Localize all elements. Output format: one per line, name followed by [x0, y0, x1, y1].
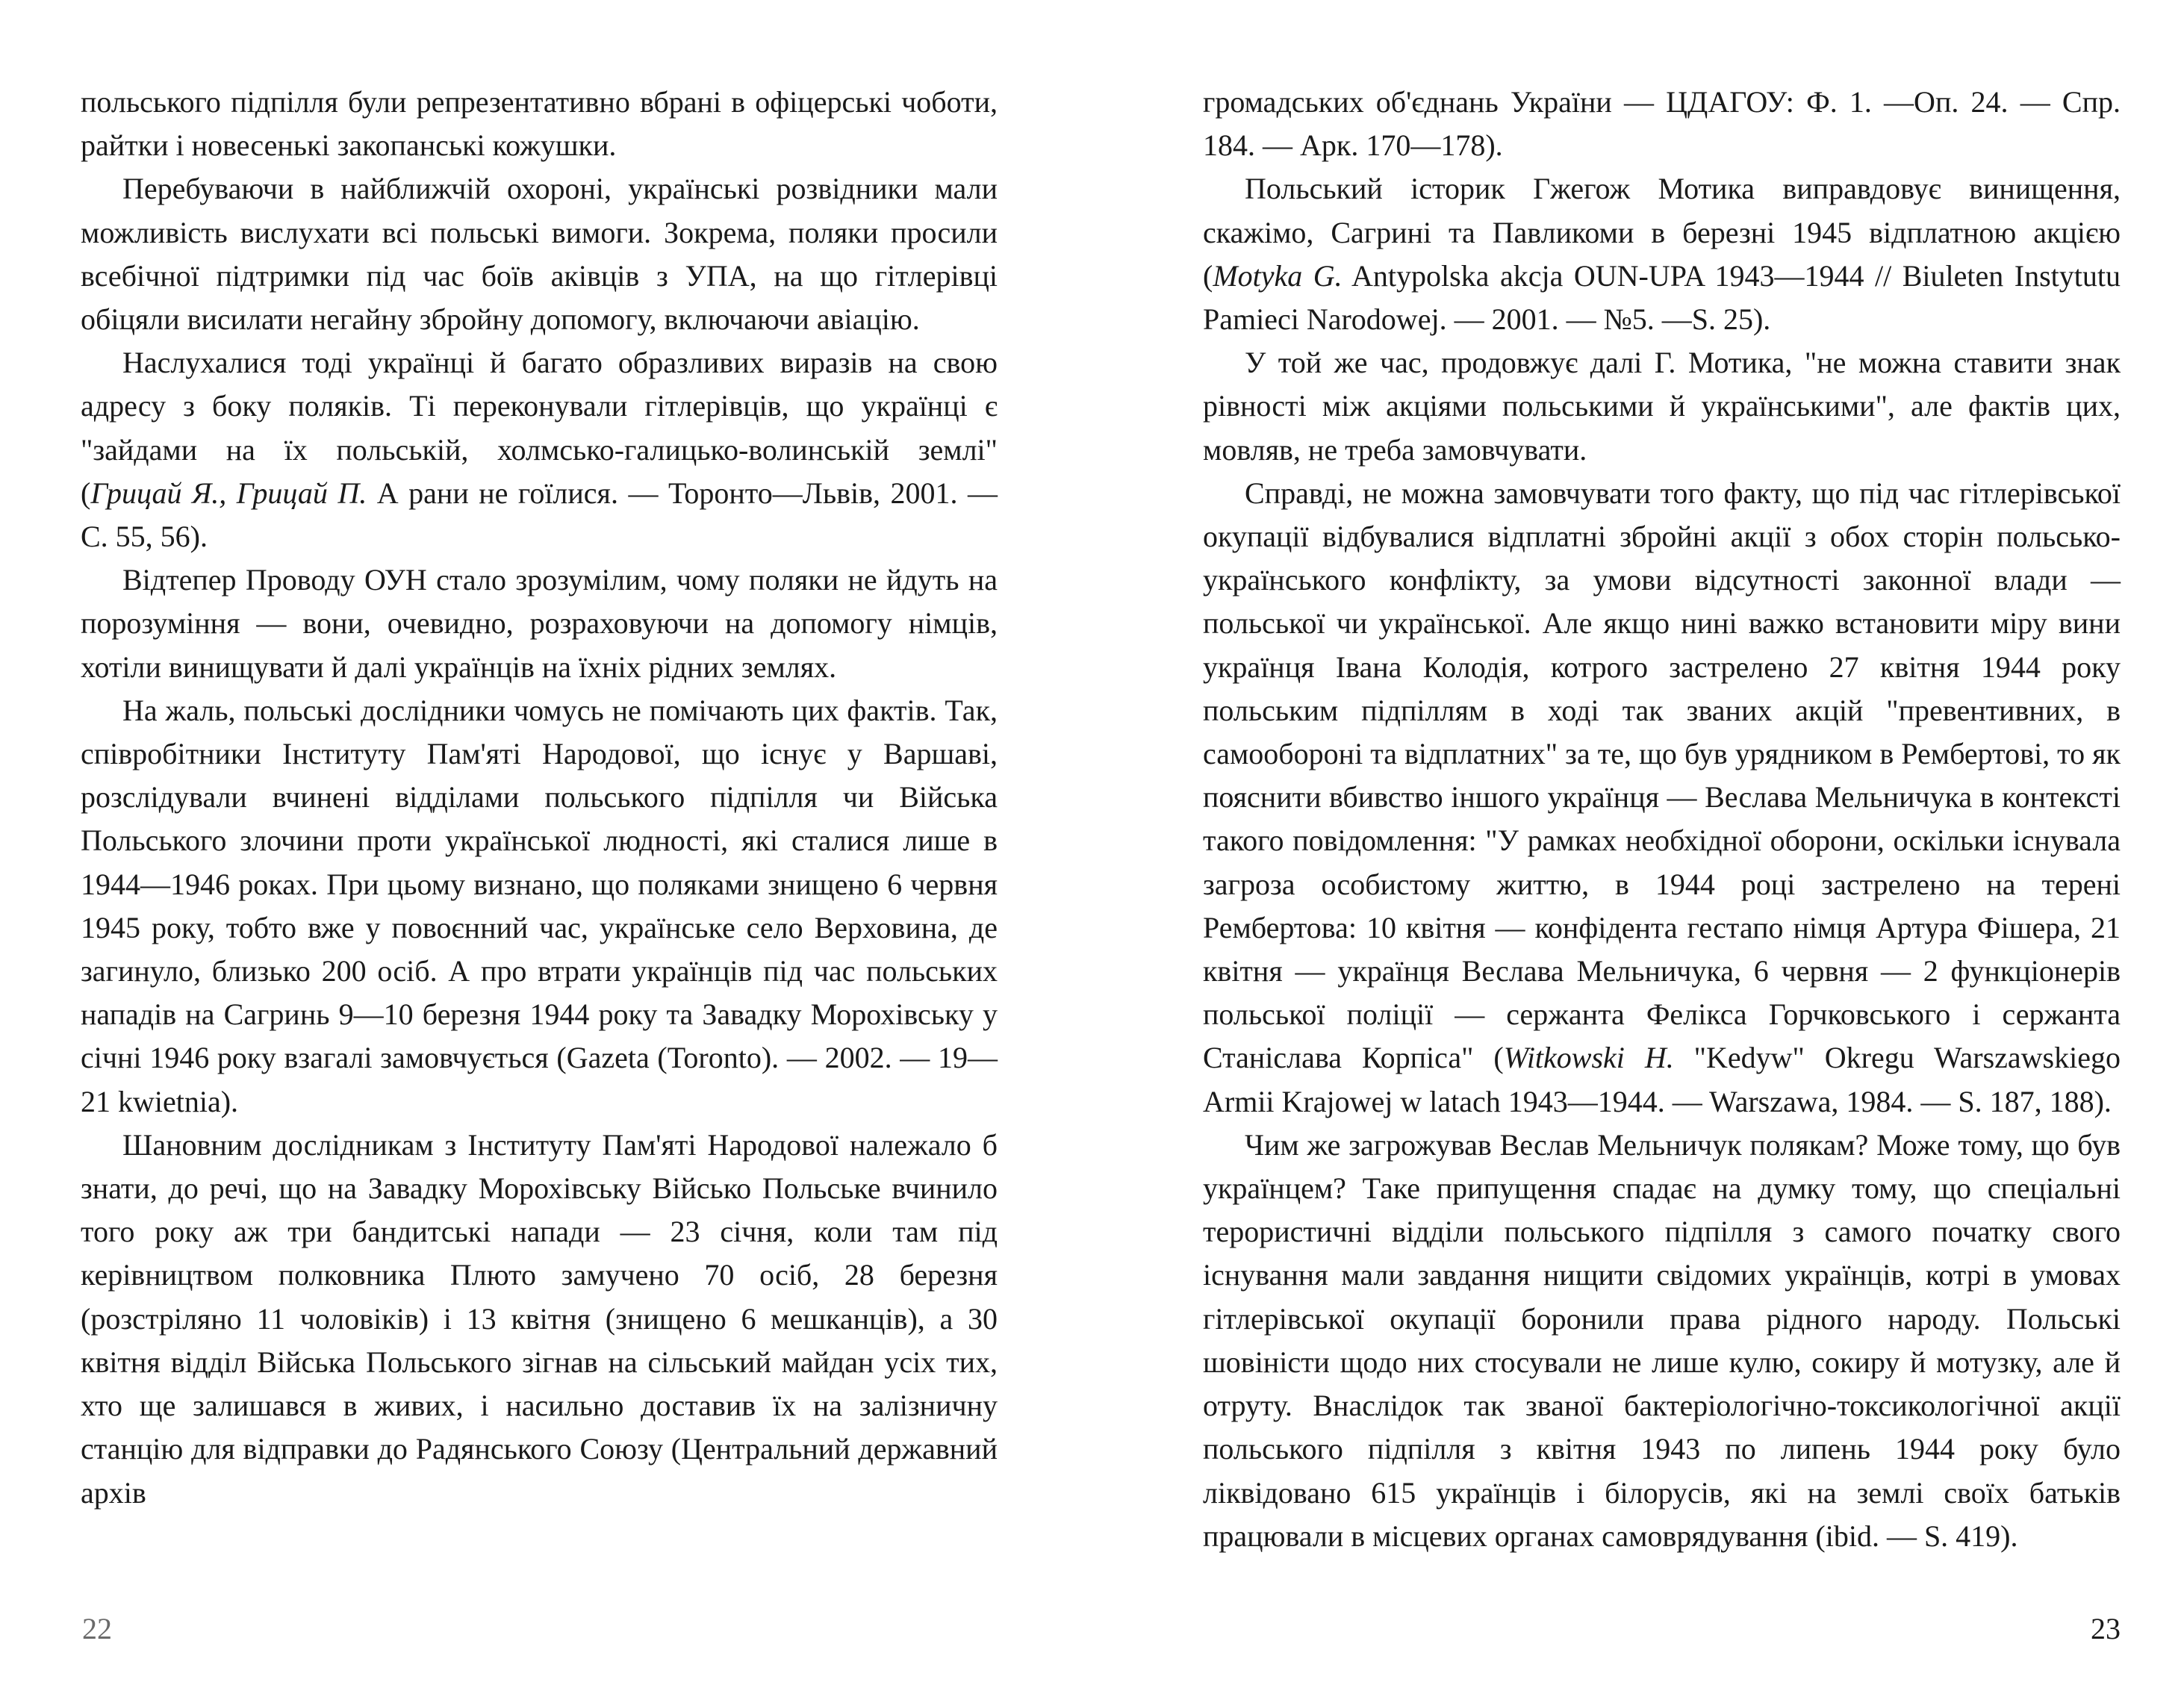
right-page-text-column: [1203, 81, 2121, 1558]
paragraph-text: А рани не гоїлися. — Торонто—Львів, 2001. — С. 55, 56).: [81, 476, 998, 554]
paragraph: Відтепер Проводу ОУН стало зрозумілим, чому поляки не йдуть на порозуміння — вони, очевидно, розраховуючи на допомогу німців, хотіли винищувати й далі українців на їхніх рідних землях.: [81, 563, 998, 684]
paragraph: громадських об'єднань України — ЦДАГОУ: Ф. 1. —Оп. 24. — Спр. 184. — Арк. 170—178).: [1203, 85, 2121, 163]
paragraph: На жаль, польські дослідники чомусь не помічають цих фактів. Так, співробітники Інституту Пам'яті Народової, що існує у Варшаві, розслідували вчинені відділами польського підпілля чи Війська Польського злочини проти української людності, які сталися лише в 1944—1946 роках. При цьому визнано, що поляками знищено 6 червня 1945 року, тобто вже у повоєнний час, українське село Верховина, де загинуло, близько 200 осіб. А про втрати українців під час польських нападів на Сагринь 9—10 березня 1944 року та Завадку Морохівську у січні 1946 року взагалі замовчується (Gazeta (Toronto). — 2002. — 19—21 kwietnia).: [81, 693, 998, 1118]
paragraph: польського підпілля були репрезентативно вбрані в офіцерські чоботи, райтки і новесенькі закопанські кожушки.: [81, 85, 998, 163]
paragraph: Шановним дослідникам з Інституту Пам'яті Народової належало б знати, до речі, що на Завадку Морохівську Військо Польське вчинило того року аж три бандитські напади — 23 січня, коли там під керівництвом полковника Плюто замучено 70 осіб, 28 березня (розстріляно 11 чоловіків) і 13 квітня (знищено 6 мешканців), а 30 квітня відділ Війська Польського зігнав на сільський майдан усіх тих, хто ще залишався в живих, і насильно доставив їх на залізничну станцію для відправки до Радянського Союзу (Центральний державний архів: [81, 1127, 998, 1510]
right-page: [1092, 0, 2184, 1691]
left-page-text-column: [81, 81, 998, 1515]
paragraph-text: Antypolska akcja OUN-UPA 1943—1944 // Biuleten Instytutu Pamieci Narodowej. — 2001. — №5. —S. 25).: [1203, 258, 2121, 337]
paragraph-text: Наслухалися тоді українці й багато образливих виразів на свою адресу з боку поляків. Ті переконували гітлерівців, що українці є "зайдами на їх польській, холмсько-галицько-волинській землі" (: [81, 346, 998, 510]
paragraph: У той же час, продовжує далі Г. Мотика, "не можна ставити знак рівності між акціями польськими й українськими", але фактів цих, мовляв, не треба замовчувати.: [1203, 346, 2121, 467]
paragraph: [1203, 167, 2121, 341]
citation-authors: Грицай Я., Грицай П.: [90, 476, 367, 510]
paragraph-text: Польський історик Гжегож Мотика виправдовує винищення, скажімо, Сагрині та Павликоми в березні 1945 відплатною акцією (: [1203, 172, 2121, 293]
paragraph-text: Справді, не можна замовчувати того факту, що під час гітлерівської окупації відбувалися відплатні збройні акції з обох сторін польсько-українського конфлікту, за умови відсутності законної влади — польської чи української. Але якщо нині важко встановити міру вини українця Івана Колодія, котрого застрелено 27 квітня 1944 року польським підпіллям в ході так званих акцій "превентивних, в самообороні та відплатних" за те, що був урядником в Рембертові, то як пояснити вбивство іншого українця — Веслава Мельничука в контексті такого повідомлення: "У рамках необхідної оборони, оскільки існувала загроза особистому життю, в 1944 році застрелено на терені Рембертова: 10 квітня — конфідента гестапо німця Артура Фішера, 21 квітня — українця Веслава Мельничука, 6 червня — 2 функціонерів польської поліції — сержанта Фелікса Горчковського і сержанта Станіслава Корпіса" (: [1203, 476, 2121, 1075]
paragraph: [1203, 472, 2121, 1124]
page-number: 22: [82, 1612, 112, 1645]
citation-author: Motyka G.: [1213, 258, 1343, 293]
page-number: 23: [2091, 1612, 2121, 1645]
paragraph-text: "Kedyw" Okregu Warszawskiego Armii Krajowej w latach 1943—1944. — Warszawa, 1984. — S. 187, 188).: [1203, 1041, 2121, 1118]
paragraph: [81, 341, 998, 558]
paragraph: Перебуваючи в найближчій охороні, українські розвідники мали можливість вислухати всі польські вимоги. Зокрема, поляки просили всебічної підтримки під час боїв аківців з УПА, на що гітлерівці обіцяли висилати негайну збройну допомогу, включаючи авіацію.: [81, 172, 998, 337]
paragraph: Чим же загрожував Веслав Мельничук полякам? Може тому, що був українцем? Таке припущення спадає на думку тому, що спеціальні терористичні відділи польського підпілля з самого початку свого існування мали завдання нищити свідомих українців, котрі в умовах гітлерівської окупації боронили права рідного народу. Польські шовіністи щодо них стосували не лише кулю, сокиру й мотузку, але й отруту. Внаслідок так званої бактеріологічно-токсикологічної акції польського підпілля з квітня 1943 по липень 1944 року було ліквідовано 615 українців і білорусів, які на землі своїх батьків працювали в місцевих органах самоврядування (ibid. — S. 419).: [1203, 1127, 2121, 1553]
citation-author: Witkowski H.: [1503, 1041, 1674, 1075]
